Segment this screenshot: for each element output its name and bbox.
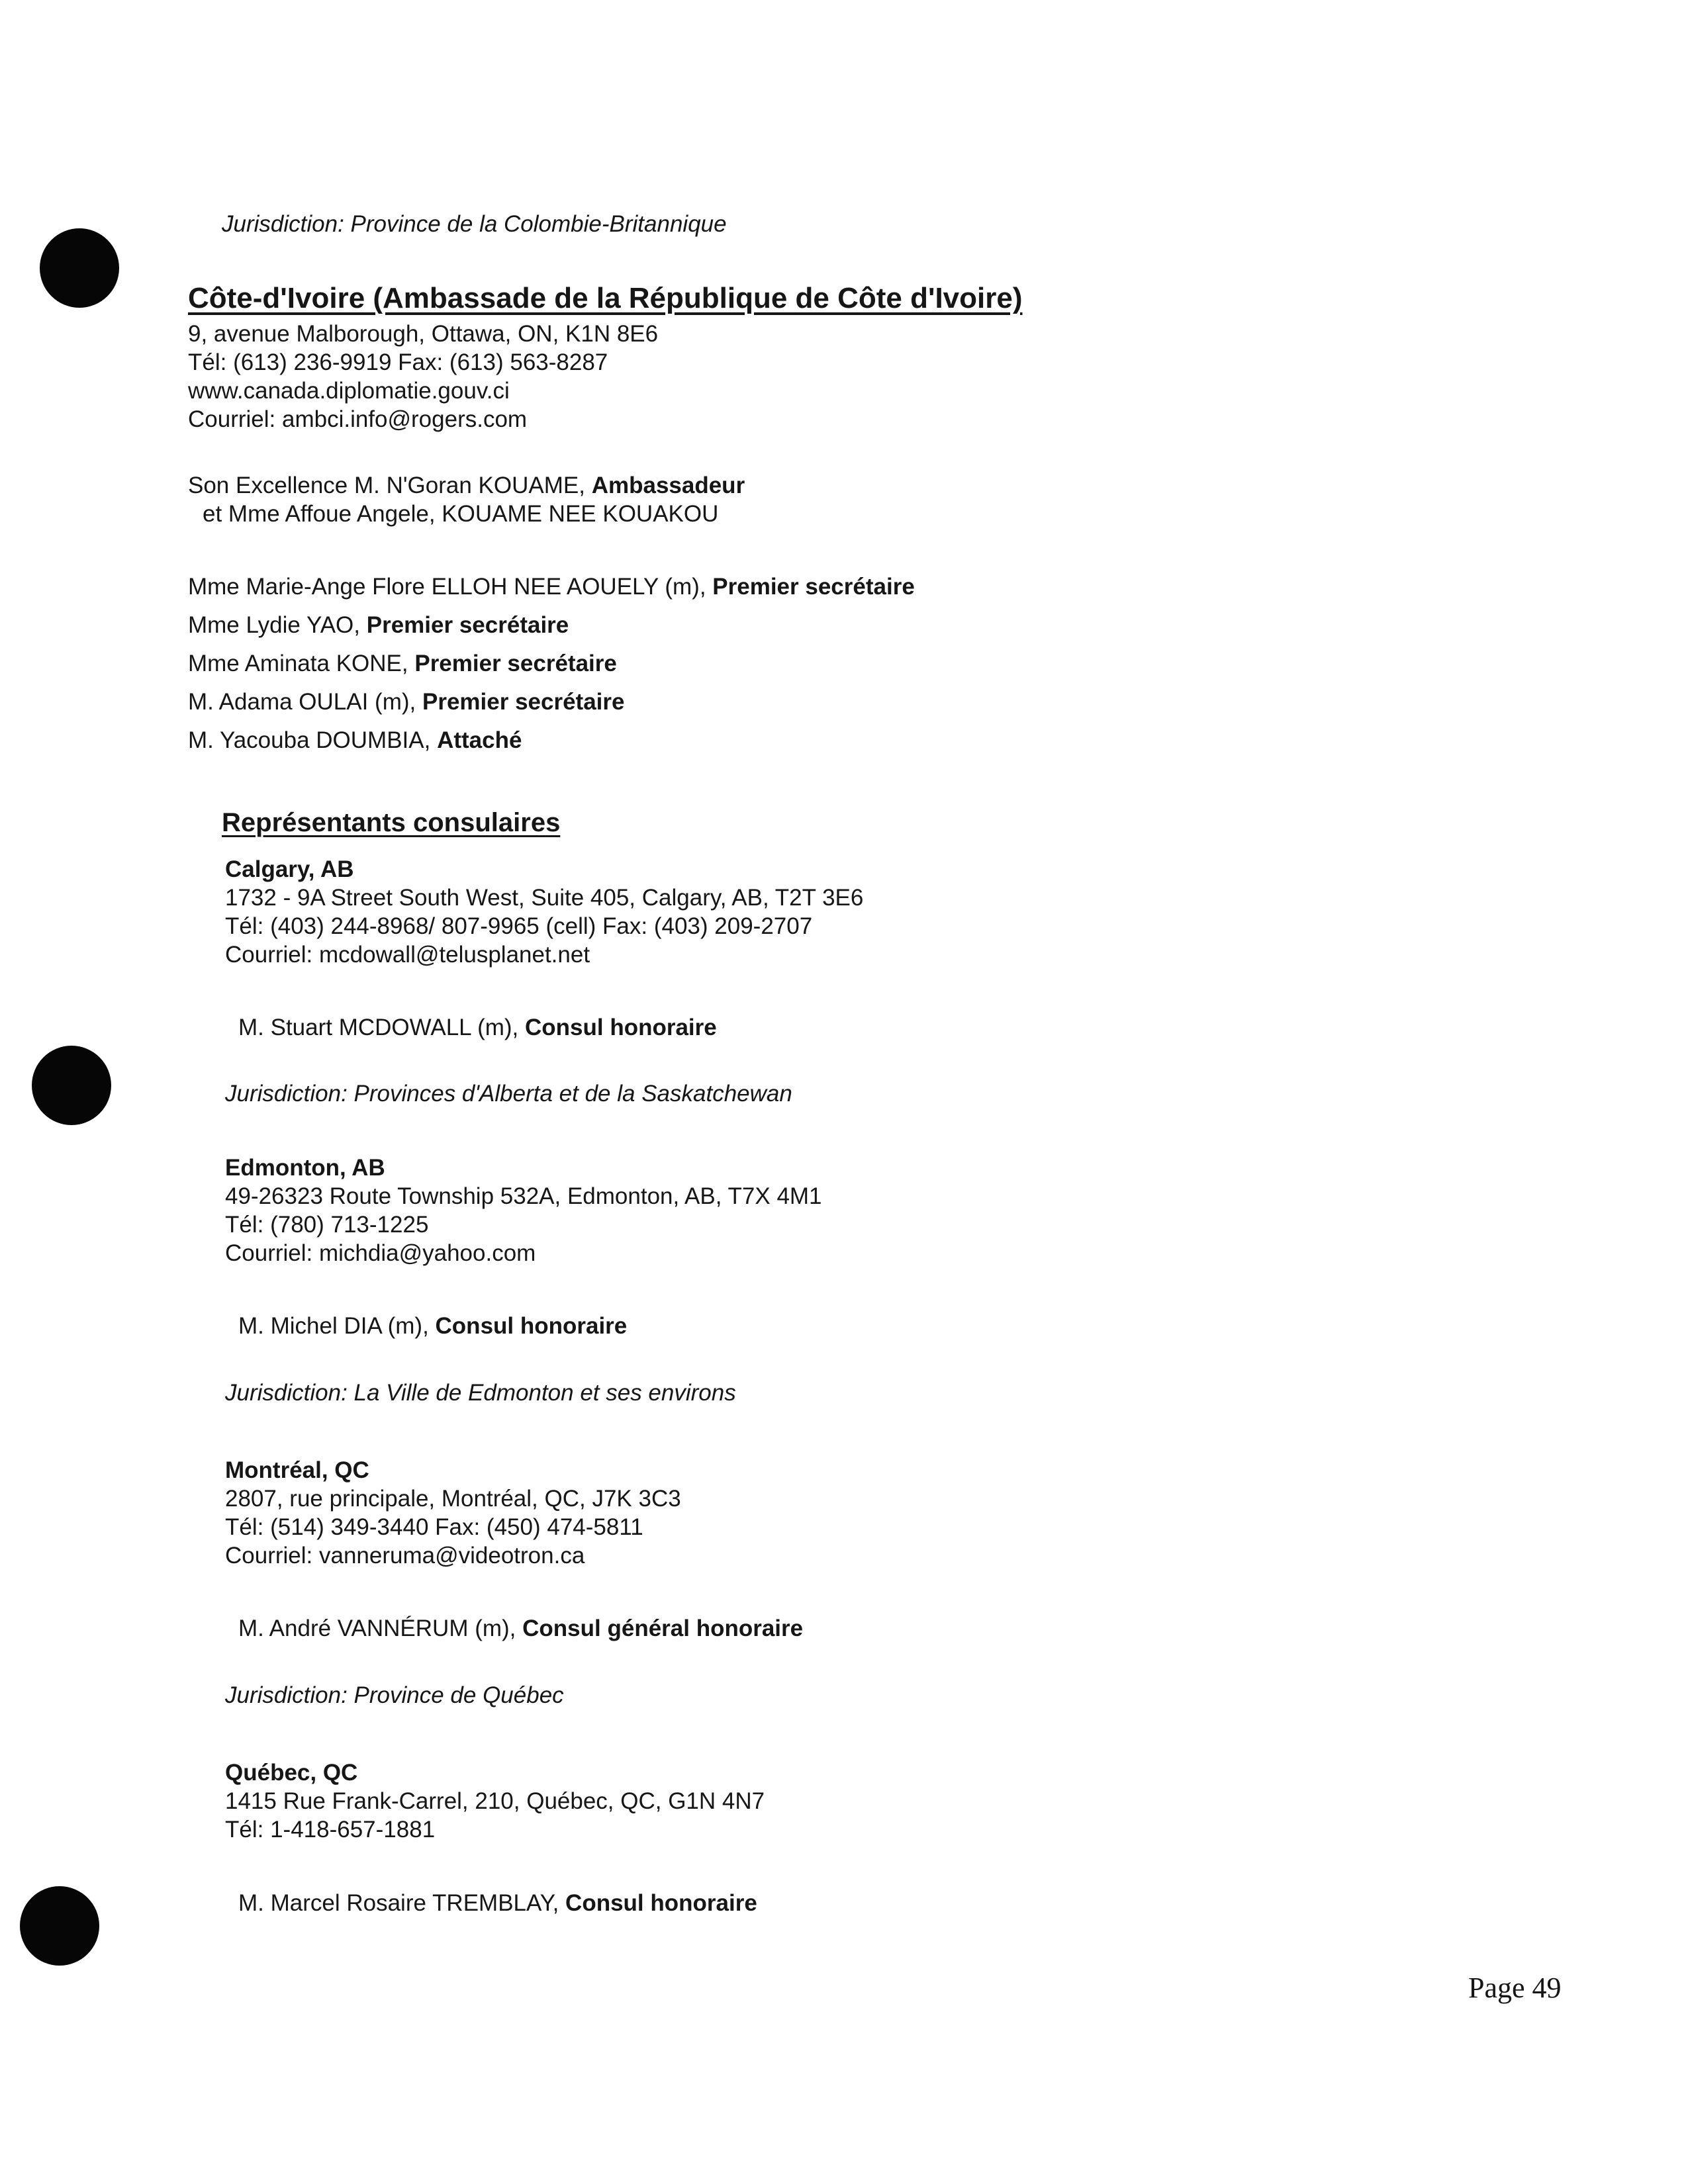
ambassador-role: Ambassadeur	[591, 473, 745, 498]
ambassador-spouse: et Mme Affoue Angele, KOUAME NEE KOUAKOU	[203, 501, 719, 527]
person-role: Consul général honoraire	[522, 1615, 804, 1641]
staff-role: Premier secrétaire	[366, 612, 569, 638]
staff-row	[188, 612, 569, 639]
consulate-line: Courriel: michdia@yahoo.com	[225, 1240, 536, 1266]
person-name: M. André VANNÉRUM (m),	[238, 1615, 516, 1641]
staff-row	[188, 688, 624, 716]
person-role: Consul honoraire	[565, 1890, 757, 1916]
consulate-person	[238, 1615, 803, 1643]
consulate-line: 1732 - 9A Street South West, Suite 405, Calgary, AB, T2T 3E6	[225, 885, 864, 911]
consulate-line: Courriel: vanneruma@videotron.ca	[225, 1543, 585, 1569]
consulate-line: Tél: (514) 349-3440 Fax: (450) 474-5811	[225, 1514, 643, 1540]
consulate-line: Courriel: mcdowall@telusplanet.net	[225, 942, 590, 968]
person-role: Consul honoraire	[525, 1015, 717, 1040]
embassy-title: Côte-d'Ivoire (Ambassade de la République de Côte d'Ivoire)	[188, 282, 1023, 314]
person-name: M. Stuart MCDOWALL (m),	[238, 1015, 519, 1040]
embassy-address: 9, avenue Malborough, Ottawa, ON, K1N 8E6	[188, 321, 659, 347]
consulate-line: 1415 Rue Frank-Carrel, 210, Québec, QC, G1N 4N7	[225, 1788, 765, 1814]
person-name: M. Marcel Rosaire TREMBLAY,	[238, 1890, 559, 1916]
consulate-line: Tél: (780) 713-1225	[225, 1212, 429, 1238]
consulate-line: Tél: 1-418-657-1881	[225, 1817, 436, 1843]
consulate-line: 49-26323 Route Township 532A, Edmonton, AB, T7X 4M1	[225, 1183, 822, 1209]
staff-name: Mme Aminata KONE,	[188, 651, 408, 676]
jurisdiction-top: Jurisdiction: Province de la Colombie-Britannique	[222, 211, 727, 237]
staff-role: Premier secrétaire	[422, 689, 625, 715]
consulate-person	[238, 1889, 757, 1917]
embassy-web: www.canada.diplomatie.gouv.ci	[188, 378, 510, 404]
person-name: M. Michel DIA (m),	[238, 1313, 429, 1339]
ambassador-name: Son Excellence M. N'Goran KOUAME,	[188, 473, 585, 498]
staff-role: Premier secrétaire	[414, 651, 617, 676]
consulate-jurisdiction: Jurisdiction: La Ville de Edmonton et ses environs	[225, 1380, 736, 1406]
consulate-line: Tél: (403) 244-8968/ 807-9965 (cell) Fax: (403) 209-2707	[225, 913, 813, 939]
punch-hole-bottom	[20, 1886, 99, 1966]
consulate-city: Edmonton, AB	[225, 1155, 385, 1181]
staff-row	[188, 727, 522, 754]
consular-heading: Représentants consulaires	[222, 808, 561, 837]
consulate-person	[238, 1312, 627, 1340]
punch-hole-middle	[32, 1046, 111, 1125]
staff-name: Mme Lydie YAO,	[188, 612, 361, 638]
person-role: Consul honoraire	[435, 1313, 628, 1339]
consulate-city: Calgary, AB	[225, 856, 354, 882]
staff-role: Premier secrétaire	[712, 574, 915, 600]
staff-name: M. Adama OULAI (m),	[188, 689, 416, 715]
staff-row	[188, 650, 617, 678]
page-number: Page 49	[1468, 1972, 1562, 2004]
consulate-line: 2807, rue principale, Montréal, QC, J7K 3C3	[225, 1486, 681, 1512]
consulate-jurisdiction: Jurisdiction: Provinces d'Alberta et de la Saskatchewan	[225, 1081, 792, 1107]
staff-name: Mme Marie-Ange Flore ELLOH NEE AOUELY (m),	[188, 574, 706, 600]
consulate-person	[238, 1014, 717, 1042]
consulate-jurisdiction: Jurisdiction: Province de Québec	[225, 1682, 564, 1708]
embassy-email: Courriel: ambci.info@rogers.com	[188, 406, 528, 432]
staff-name: M. Yacouba DOUMBIA,	[188, 727, 431, 753]
consulate-city: Québec, QC	[225, 1760, 358, 1786]
ambassador-line	[188, 472, 745, 500]
consulate-city: Montréal, QC	[225, 1457, 369, 1483]
embassy-phone: Tél: (613) 236-9919 Fax: (613) 563-8287	[188, 349, 608, 375]
punch-hole-top	[40, 228, 119, 308]
staff-row	[188, 573, 915, 601]
staff-role: Attaché	[437, 727, 522, 753]
